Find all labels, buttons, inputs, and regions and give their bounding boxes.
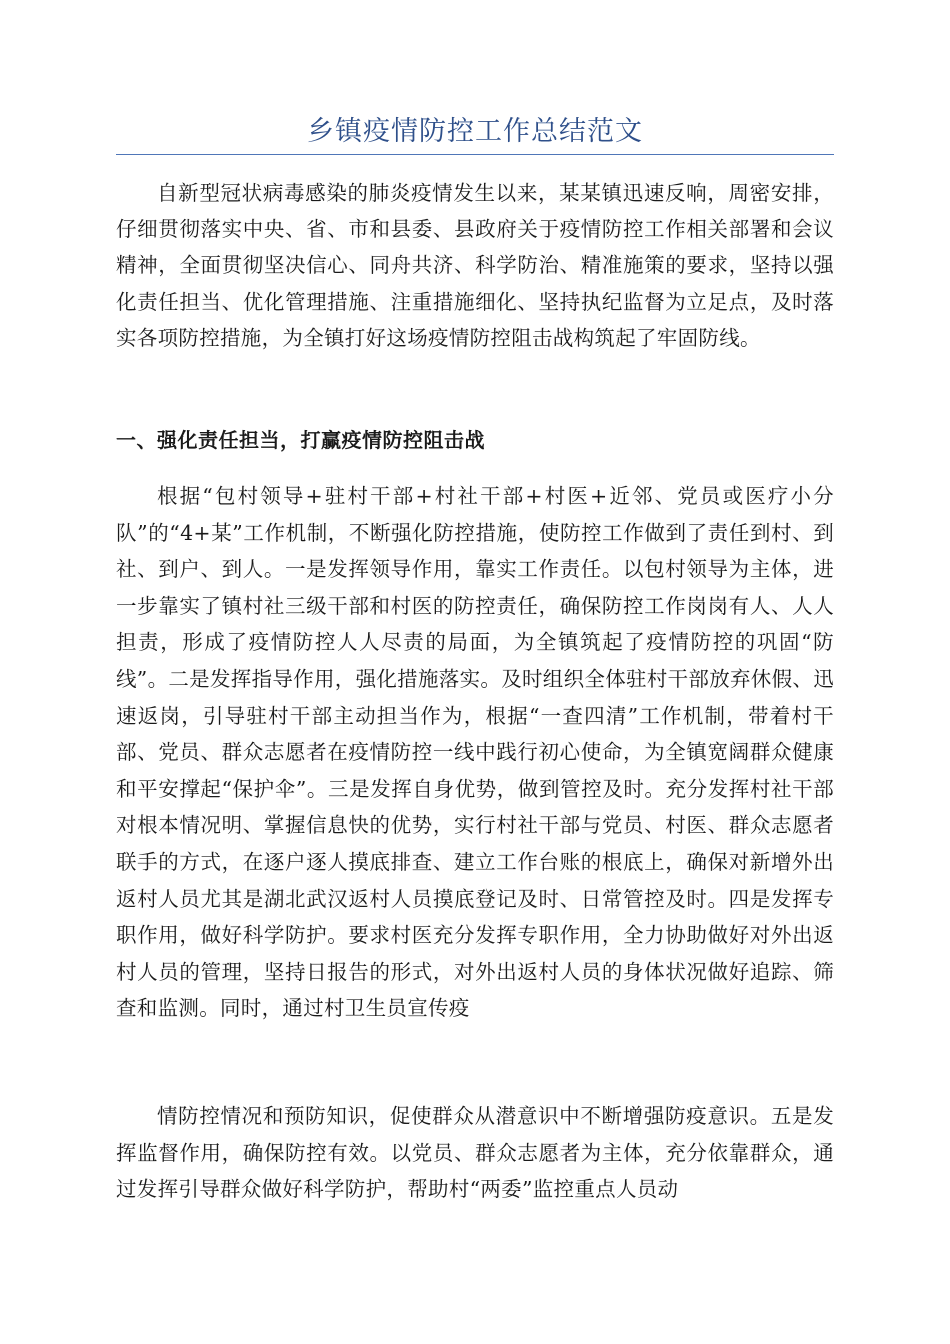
paragraph-intro: 自新型冠状病毒感染的肺炎疫情发生以来，某某镇迅速反响，周密安排，仔细贯彻落实中央、省、市和县委、县政府关于疫情防控工作相关部署和会议精神，全面贯彻坚决信心、同舟共济、科学防治、精准施策的要求，坚持以强化责任担当、优化管理措施、注重措施细化、坚持执纪监督为立足点，及时落实各项防控措施，为全镇打好这场疫情防控阻击战构筑起了牢固防线。 [116,181,834,350]
paragraph-section-1: 根据“包村领导+驻村干部+村社干部+村医+近邻、党员或医疗小分队”的“4+某”工作机制，不断强化防控措施，使防控工作做到了责任到村、到社、到户、到人。一是发挥领导作用，靠实工作责任。以包村领导为主体，进一步靠实了镇村社三级干部和村医的防控责任，确保防控工作岗岗有人、人人担责，形成了疫情防控人人尽责的局面，为全镇筑起了疫情防控的巩固“防线”。二是发挥指导作用，强化措施落实。及时组织全体驻村干部放弃休假、迅速返岗，引导驻村干部主动担当作为，根据“一查四清”工作机制，带着村干部、党员、群众志愿者在疫情防控一线中践行初心使命，为全镇宽阔群众健康和平安撑起“保护伞”。三是发挥自身优势，做到管控及时。充分发挥村社干部对根本情况明、掌握信息快的优势，实行村社干部与党员、村医、群众志愿者联手的方式，在逐户逐人摸底排查、建立工作台账的根底上，确保对新增外出返村人员尤其是湖北武汉返村人员摸底登记及时、日常管控及时。四是发挥专职作用，做好科学防护。要求村医充分发挥专职作用，全力协助做好对外出返村人员的管理，坚持日报告的形式，对外出返村人员的身体状况做好追踪、筛查和监测。同时，通过村卫生员宣传疫 [116,484,834,1021]
paragraph-section-1-continued: 情防控情况和预防知识，促使群众从潜意识中不断增强防疫意识。五是发挥监督作用，确保防控有效。以党员、群众志愿者为主体，充分依靠群众，通过发挥引导群众做好科学防护，帮助村“两委”监控重点人员动 [116,1104,834,1202]
title-underline [116,154,834,155]
section-heading-1: 一、强化责任担当，打赢疫情防控阻击战 [116,428,485,452]
document-title: 乡镇疫情防控工作总结范文 [307,116,643,147]
